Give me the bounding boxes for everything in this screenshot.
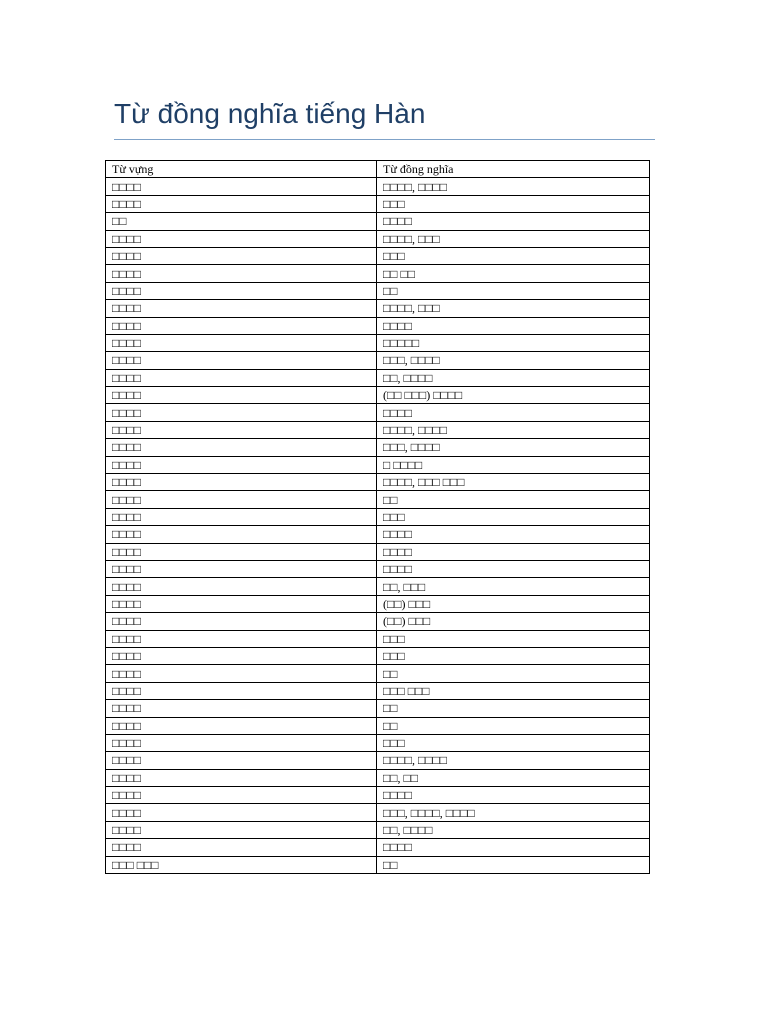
word-cell: □□□□ [106, 647, 377, 664]
word-cell: □□□□ [106, 508, 377, 525]
word-cell: □□□□ [106, 352, 377, 369]
synonym-cell: □□ [377, 856, 650, 873]
word-cell: □□□□ [106, 474, 377, 491]
table-body [106, 178, 650, 874]
word-cell: □□□□ [106, 456, 377, 473]
word-cell: □□□□ [106, 717, 377, 734]
table-row [106, 839, 650, 856]
table-row [106, 630, 650, 647]
synonym-cell: □□, □□□□ [377, 821, 650, 838]
synonym-cell: □□□ [377, 247, 650, 264]
table-row [106, 578, 650, 595]
word-cell: □□□□ [106, 613, 377, 630]
table-row [106, 717, 650, 734]
word-cell: □□□□ [106, 334, 377, 351]
synonym-cell: □□□□□ [377, 334, 650, 351]
table-row [106, 560, 650, 577]
word-cell: □□□□ [106, 769, 377, 786]
table-row [106, 369, 650, 386]
synonym-cell: □□ [377, 491, 650, 508]
table-row [106, 317, 650, 334]
synonym-cell: □□□□, □□□□ [377, 421, 650, 438]
synonym-cell: □□□ [377, 630, 650, 647]
synonym-cell: □□□□, □□□ □□□ [377, 474, 650, 491]
word-cell: □□□□ [106, 369, 377, 386]
synonym-cell: (□□) □□□ [377, 613, 650, 630]
synonym-table [105, 160, 650, 874]
table-row [106, 282, 650, 299]
synonym-cell: □□ [377, 700, 650, 717]
word-cell: □□□□ [106, 178, 377, 195]
synonym-cell: □□, □□ [377, 769, 650, 786]
synonym-cell: □□□□ [377, 404, 650, 421]
word-cell: □□□□ [106, 317, 377, 334]
word-cell: □□□□ [106, 595, 377, 612]
table-row [106, 213, 650, 230]
word-cell: □□□□ [106, 439, 377, 456]
synonym-cell: □□□ [377, 734, 650, 751]
synonym-cell: □□ [377, 282, 650, 299]
synonym-cell: □□□□ [377, 543, 650, 560]
table-row [106, 526, 650, 543]
table-row [106, 439, 650, 456]
word-cell: □□□□ [106, 195, 377, 212]
synonym-cell: □□□ [377, 508, 650, 525]
synonym-cell: □□□□ [377, 213, 650, 230]
word-cell: □□□□ [106, 700, 377, 717]
synonym-cell: (□□ □□□) □□□□ [377, 387, 650, 404]
word-cell: □□□□ [106, 578, 377, 595]
synonym-cell: □□ [377, 717, 650, 734]
word-cell: □□□□ [106, 665, 377, 682]
synonym-cell: □□□□ [377, 560, 650, 577]
synonym-cell: □□□, □□□□ [377, 439, 650, 456]
table-row [106, 491, 650, 508]
word-cell: □□ [106, 213, 377, 230]
synonym-cell: □□□ [377, 647, 650, 664]
synonym-cell: □□, □□□□ [377, 369, 650, 386]
synonym-cell: □□ □□ [377, 265, 650, 282]
word-cell: □□□□ [106, 543, 377, 560]
word-cell: □□□□ [106, 560, 377, 577]
word-cell: □□□□ [106, 787, 377, 804]
table-row [106, 178, 650, 195]
synonym-cell: □□□□, □□□ [377, 230, 650, 247]
word-cell: □□□□ [106, 404, 377, 421]
synonym-cell: (□□) □□□ [377, 595, 650, 612]
synonym-cell: □□□□, □□□□ [377, 178, 650, 195]
table-row [106, 647, 650, 664]
table-row [106, 352, 650, 369]
table-row [106, 421, 650, 438]
table-row [106, 769, 650, 786]
word-cell: □□□□ [106, 630, 377, 647]
synonym-cell: □□□, □□□□ [377, 352, 650, 369]
word-cell: □□□□ [106, 230, 377, 247]
table-row [106, 804, 650, 821]
table-row [106, 230, 650, 247]
synonym-cell: □□□□, □□□□ [377, 752, 650, 769]
title-divider [114, 139, 655, 140]
synonym-cell: □□□ [377, 195, 650, 212]
word-cell: □□□□ [106, 839, 377, 856]
table-row [106, 734, 650, 751]
synonym-cell: □□□□ [377, 526, 650, 543]
word-cell: □□□□ [106, 247, 377, 264]
table-row [106, 543, 650, 560]
synonym-cell: □□, □□□ [377, 578, 650, 595]
table-row [106, 300, 650, 317]
table-row [106, 613, 650, 630]
synonym-cell: □□□, □□□□, □□□□ [377, 804, 650, 821]
word-cell: □□□ □□□ [106, 856, 377, 873]
word-cell: □□□□ [106, 265, 377, 282]
table-row [106, 682, 650, 699]
word-cell: □□□□ [106, 300, 377, 317]
word-cell: □□□□ [106, 804, 377, 821]
table-row [106, 334, 650, 351]
synonym-cell: □□ [377, 665, 650, 682]
synonym-cell: □□□□ [377, 787, 650, 804]
word-cell: □□□□ [106, 752, 377, 769]
column-header-word: Từ vựng [106, 161, 377, 178]
synonym-cell: □ □□□□ [377, 456, 650, 473]
word-cell: □□□□ [106, 387, 377, 404]
table-row [106, 387, 650, 404]
word-cell: □□□□ [106, 526, 377, 543]
table-header-row [106, 161, 650, 178]
table-row [106, 456, 650, 473]
word-cell: □□□□ [106, 821, 377, 838]
word-cell: □□□□ [106, 734, 377, 751]
page-title: Từ đồng nghĩa tiếng Hàn [114, 98, 426, 129]
word-cell: □□□□ [106, 491, 377, 508]
word-cell: □□□□ [106, 421, 377, 438]
table-row [106, 474, 650, 491]
table-row [106, 665, 650, 682]
table-row [106, 404, 650, 421]
table-row [106, 508, 650, 525]
synonym-cell: □□□□, □□□ [377, 300, 650, 317]
synonym-cell: □□□□ [377, 317, 650, 334]
table-row [106, 595, 650, 612]
table-row [106, 856, 650, 873]
table-row [106, 700, 650, 717]
word-cell: □□□□ [106, 282, 377, 299]
word-cell: □□□□ [106, 682, 377, 699]
synonym-cell: □□□□ [377, 839, 650, 856]
table-row [106, 247, 650, 264]
column-header-synonym: Từ đồng nghĩa [377, 161, 650, 178]
table-row [106, 821, 650, 838]
table-row [106, 265, 650, 282]
table-row [106, 195, 650, 212]
synonym-cell: □□□ □□□ [377, 682, 650, 699]
table-row [106, 787, 650, 804]
table-row [106, 752, 650, 769]
